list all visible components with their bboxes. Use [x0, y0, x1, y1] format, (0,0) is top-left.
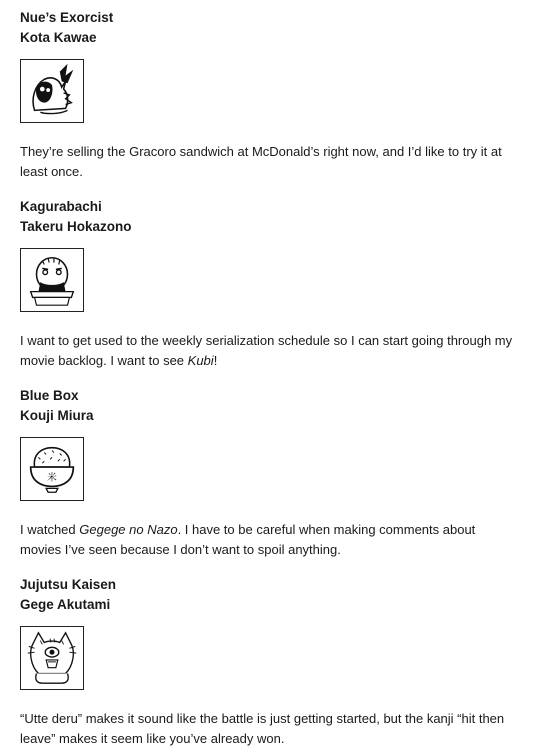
rice-bowl-icon	[20, 437, 84, 501]
movie-title: Kubi	[187, 353, 214, 368]
author-comment: They’re selling the Gracoro sandwich at McDonald’s right now, and I’d like to try it at least once.	[20, 144, 502, 179]
svg-text:米: 米	[47, 472, 57, 484]
author-entry	[20, 197, 520, 368]
author-comment: “Utte deru” makes it sound like the battle is just getting started, but the kanji “hit then leave” makes it seem like you’ve already won.	[20, 711, 505, 746]
series-title: Kagurabachi	[20, 199, 102, 214]
series-title: Nue’s Exorcist	[20, 10, 114, 25]
author-name: Gege Akutami	[20, 597, 111, 612]
movie-title: Gegege no Nazo	[79, 522, 178, 537]
author-name: Kota Kawae	[20, 30, 97, 45]
author-entry	[20, 575, 520, 746]
comment-text: . I have to be careful when making comments about movies I’ve seen because I don’t want to spoil anything.	[20, 522, 476, 557]
one-eyed-cat-icon	[20, 626, 84, 690]
author-entry	[20, 386, 520, 557]
author-comment	[20, 331, 520, 371]
dragon-mascot-icon	[20, 59, 84, 123]
author-entry	[20, 8, 520, 179]
bald-man-portrait-icon	[20, 248, 84, 312]
comment-text: I watched	[20, 522, 80, 537]
author-name: Takeru Hokazono	[20, 219, 132, 234]
series-title: Blue Box	[20, 388, 79, 403]
comment-text: !	[213, 353, 218, 368]
author-comment	[20, 520, 520, 560]
comment-text: I want to get used to the weekly serialization schedule so I can start going through my movie backlog. I want to see	[20, 333, 513, 368]
author-name: Kouji Miura	[20, 408, 94, 423]
series-title: Jujutsu Kaisen	[20, 577, 117, 592]
